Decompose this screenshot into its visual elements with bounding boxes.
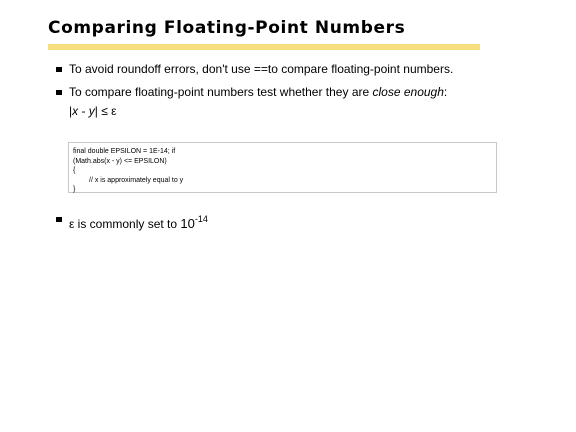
emphasis-close-enough: close enough — [372, 85, 444, 99]
bullet-text: To compare floating-point numbers test whether they are — [69, 85, 373, 99]
slide-title: Comparing Floating-Point Numbers — [48, 18, 406, 38]
formula-minus: - — [78, 104, 89, 118]
code-line: final double EPSILON = 1E-14; if — [73, 148, 176, 155]
title-underline — [48, 44, 480, 50]
bullet-item-roundoff — [56, 60, 506, 79]
bullet-list — [56, 60, 506, 121]
power-base: 10 — [180, 216, 195, 231]
bullet-text: To avoid roundoff errors, don't use ==to compare floating-point numbers. — [69, 62, 454, 76]
formula-bar-close: | — [94, 104, 98, 118]
formula — [69, 104, 117, 118]
bullet-colon: : — [443, 85, 448, 99]
bullet-square-icon — [56, 90, 62, 95]
formula-x: x — [72, 104, 79, 118]
bullet-square-icon — [56, 217, 62, 222]
bullet-item-close-enough — [56, 83, 506, 121]
bullet-square-icon — [56, 67, 62, 72]
code-block — [68, 142, 497, 193]
formula-bar-open: | — [69, 104, 73, 118]
code-line: } — [73, 186, 76, 193]
formula-rest: ≤ ε — [97, 104, 117, 118]
code-line-comment: // x is approximately equal to y — [89, 176, 184, 184]
bullet-item-epsilon — [56, 210, 519, 234]
code-line: { — [73, 167, 76, 174]
bullet-text: ε is commonly set to — [69, 217, 178, 231]
power-exponent: -14 — [194, 214, 208, 224]
formula-y: y — [88, 104, 95, 118]
code-line: (Math.abs(x - y) <= EPSILON) — [73, 157, 167, 165]
power-of-ten — [180, 216, 207, 231]
